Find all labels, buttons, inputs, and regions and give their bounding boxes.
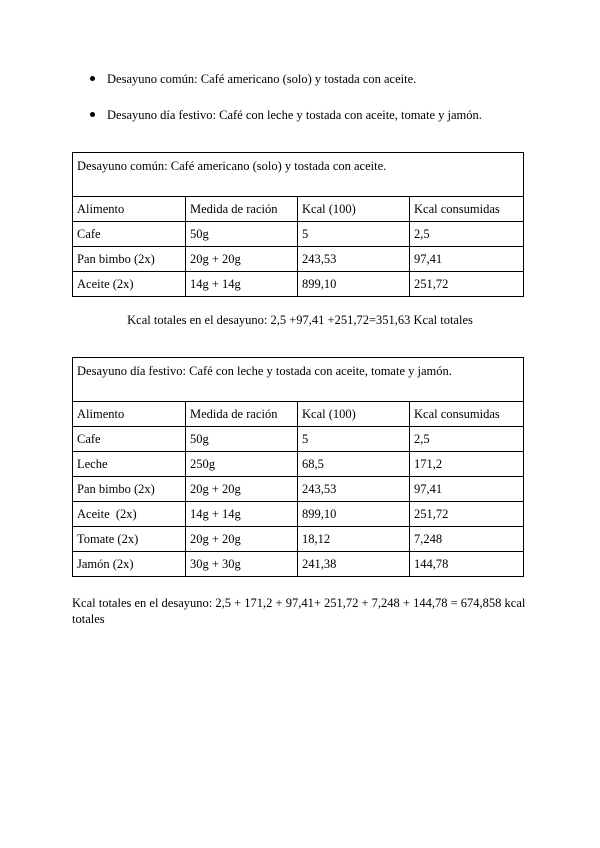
table-cell: 171,2 bbox=[410, 452, 524, 477]
table-row bbox=[73, 452, 524, 477]
table-cell: Aceite (2x) bbox=[73, 272, 186, 297]
table-cell: 899,10 bbox=[298, 272, 410, 297]
bullet-item bbox=[90, 106, 482, 124]
bullet-dot-icon bbox=[90, 76, 95, 81]
table-cell: 5 bbox=[298, 427, 410, 452]
table-caption-row bbox=[73, 153, 524, 197]
table-cell: Jamón (2x) bbox=[73, 552, 186, 577]
table-row bbox=[73, 477, 524, 502]
bullet-item bbox=[90, 70, 482, 88]
table-cell: 30g + 30g bbox=[186, 552, 298, 577]
table-caption: Desayuno día festivo: Café con leche y tostada con aceite, tomate y jamón. bbox=[73, 358, 524, 402]
holiday-breakfast-table bbox=[72, 357, 524, 577]
table-cell: 20g + 20g bbox=[186, 247, 298, 272]
table-cell: 243,53 bbox=[298, 477, 410, 502]
table-caption-row bbox=[73, 358, 524, 402]
table-cell: 7,248 bbox=[410, 527, 524, 552]
table-row bbox=[73, 552, 524, 577]
table-cell: 97,41 bbox=[410, 477, 524, 502]
table-cell: 251,72 bbox=[410, 272, 524, 297]
common-breakfast-table bbox=[72, 152, 524, 297]
table-cell: 899,10 bbox=[298, 502, 410, 527]
table-row bbox=[73, 527, 524, 552]
table-cell: Tomate (2x) bbox=[73, 527, 186, 552]
table-cell: 50g bbox=[186, 427, 298, 452]
bullet-dot-icon bbox=[90, 112, 95, 117]
table-row bbox=[73, 272, 524, 297]
table-caption: Desayuno común: Café americano (solo) y tostada con aceite. bbox=[73, 153, 524, 197]
table-cell: 251,72 bbox=[410, 502, 524, 527]
bullet-text: Desayuno común: Café americano (solo) y tostada con aceite. bbox=[107, 72, 417, 86]
table-cell: Pan bimbo (2x) bbox=[73, 247, 186, 272]
table-header-row bbox=[73, 402, 524, 427]
table-row bbox=[73, 502, 524, 527]
table-cell: 20g + 20g bbox=[186, 527, 298, 552]
table-row bbox=[73, 247, 524, 272]
breakfast-bullet-list bbox=[90, 70, 482, 142]
table-cell: 241,38 bbox=[298, 552, 410, 577]
common-breakfast-total: Kcal totales en el desayuno: 2,5 +97,41 +251,72=351,63 Kcal totales bbox=[127, 313, 473, 327]
table-cell: 14g + 14g bbox=[186, 502, 298, 527]
table-cell: Pan bimbo (2x) bbox=[73, 477, 186, 502]
table-cell: 2,5 bbox=[410, 222, 524, 247]
table-cell: Cafe bbox=[73, 427, 186, 452]
table-cell: 5 bbox=[298, 222, 410, 247]
table-cell: 144,78 bbox=[410, 552, 524, 577]
bullet-text: Desayuno día festivo: Café con leche y tostada con aceite, tomate y jamón. bbox=[107, 108, 482, 122]
table-row bbox=[73, 222, 524, 247]
table-cell: 2,5 bbox=[410, 427, 524, 452]
table-cell: 20g + 20g bbox=[186, 477, 298, 502]
header-cell: Alimento bbox=[73, 402, 186, 427]
table-cell: 243,53 bbox=[298, 247, 410, 272]
header-cell: Kcal (100) bbox=[298, 402, 410, 427]
table-row bbox=[73, 427, 524, 452]
table-cell: Cafe bbox=[73, 222, 186, 247]
table-header-row bbox=[73, 197, 524, 222]
header-cell: Medida de ración bbox=[186, 197, 298, 222]
header-cell: Alimento bbox=[73, 197, 186, 222]
table-cell: 250g bbox=[186, 452, 298, 477]
holiday-breakfast-total: Kcal totales en el desayuno: 2,5 + 171,2 + 97,41+ 251,72 + 7,248 + 144,78 = 674,858 kcal totales bbox=[72, 596, 526, 626]
header-cell: Kcal consumidas bbox=[410, 197, 524, 222]
header-cell: Kcal consumidas bbox=[410, 402, 524, 427]
header-cell: Medida de ración bbox=[186, 402, 298, 427]
table-cell: 18,12 bbox=[298, 527, 410, 552]
header-cell: Kcal (100) bbox=[298, 197, 410, 222]
table-cell: 50g bbox=[186, 222, 298, 247]
table-cell: 97,41 bbox=[410, 247, 524, 272]
table-cell: Aceite (2x) bbox=[73, 502, 186, 527]
table-cell: Leche bbox=[73, 452, 186, 477]
table-cell: 14g + 14g bbox=[186, 272, 298, 297]
table-cell: 68,5 bbox=[298, 452, 410, 477]
